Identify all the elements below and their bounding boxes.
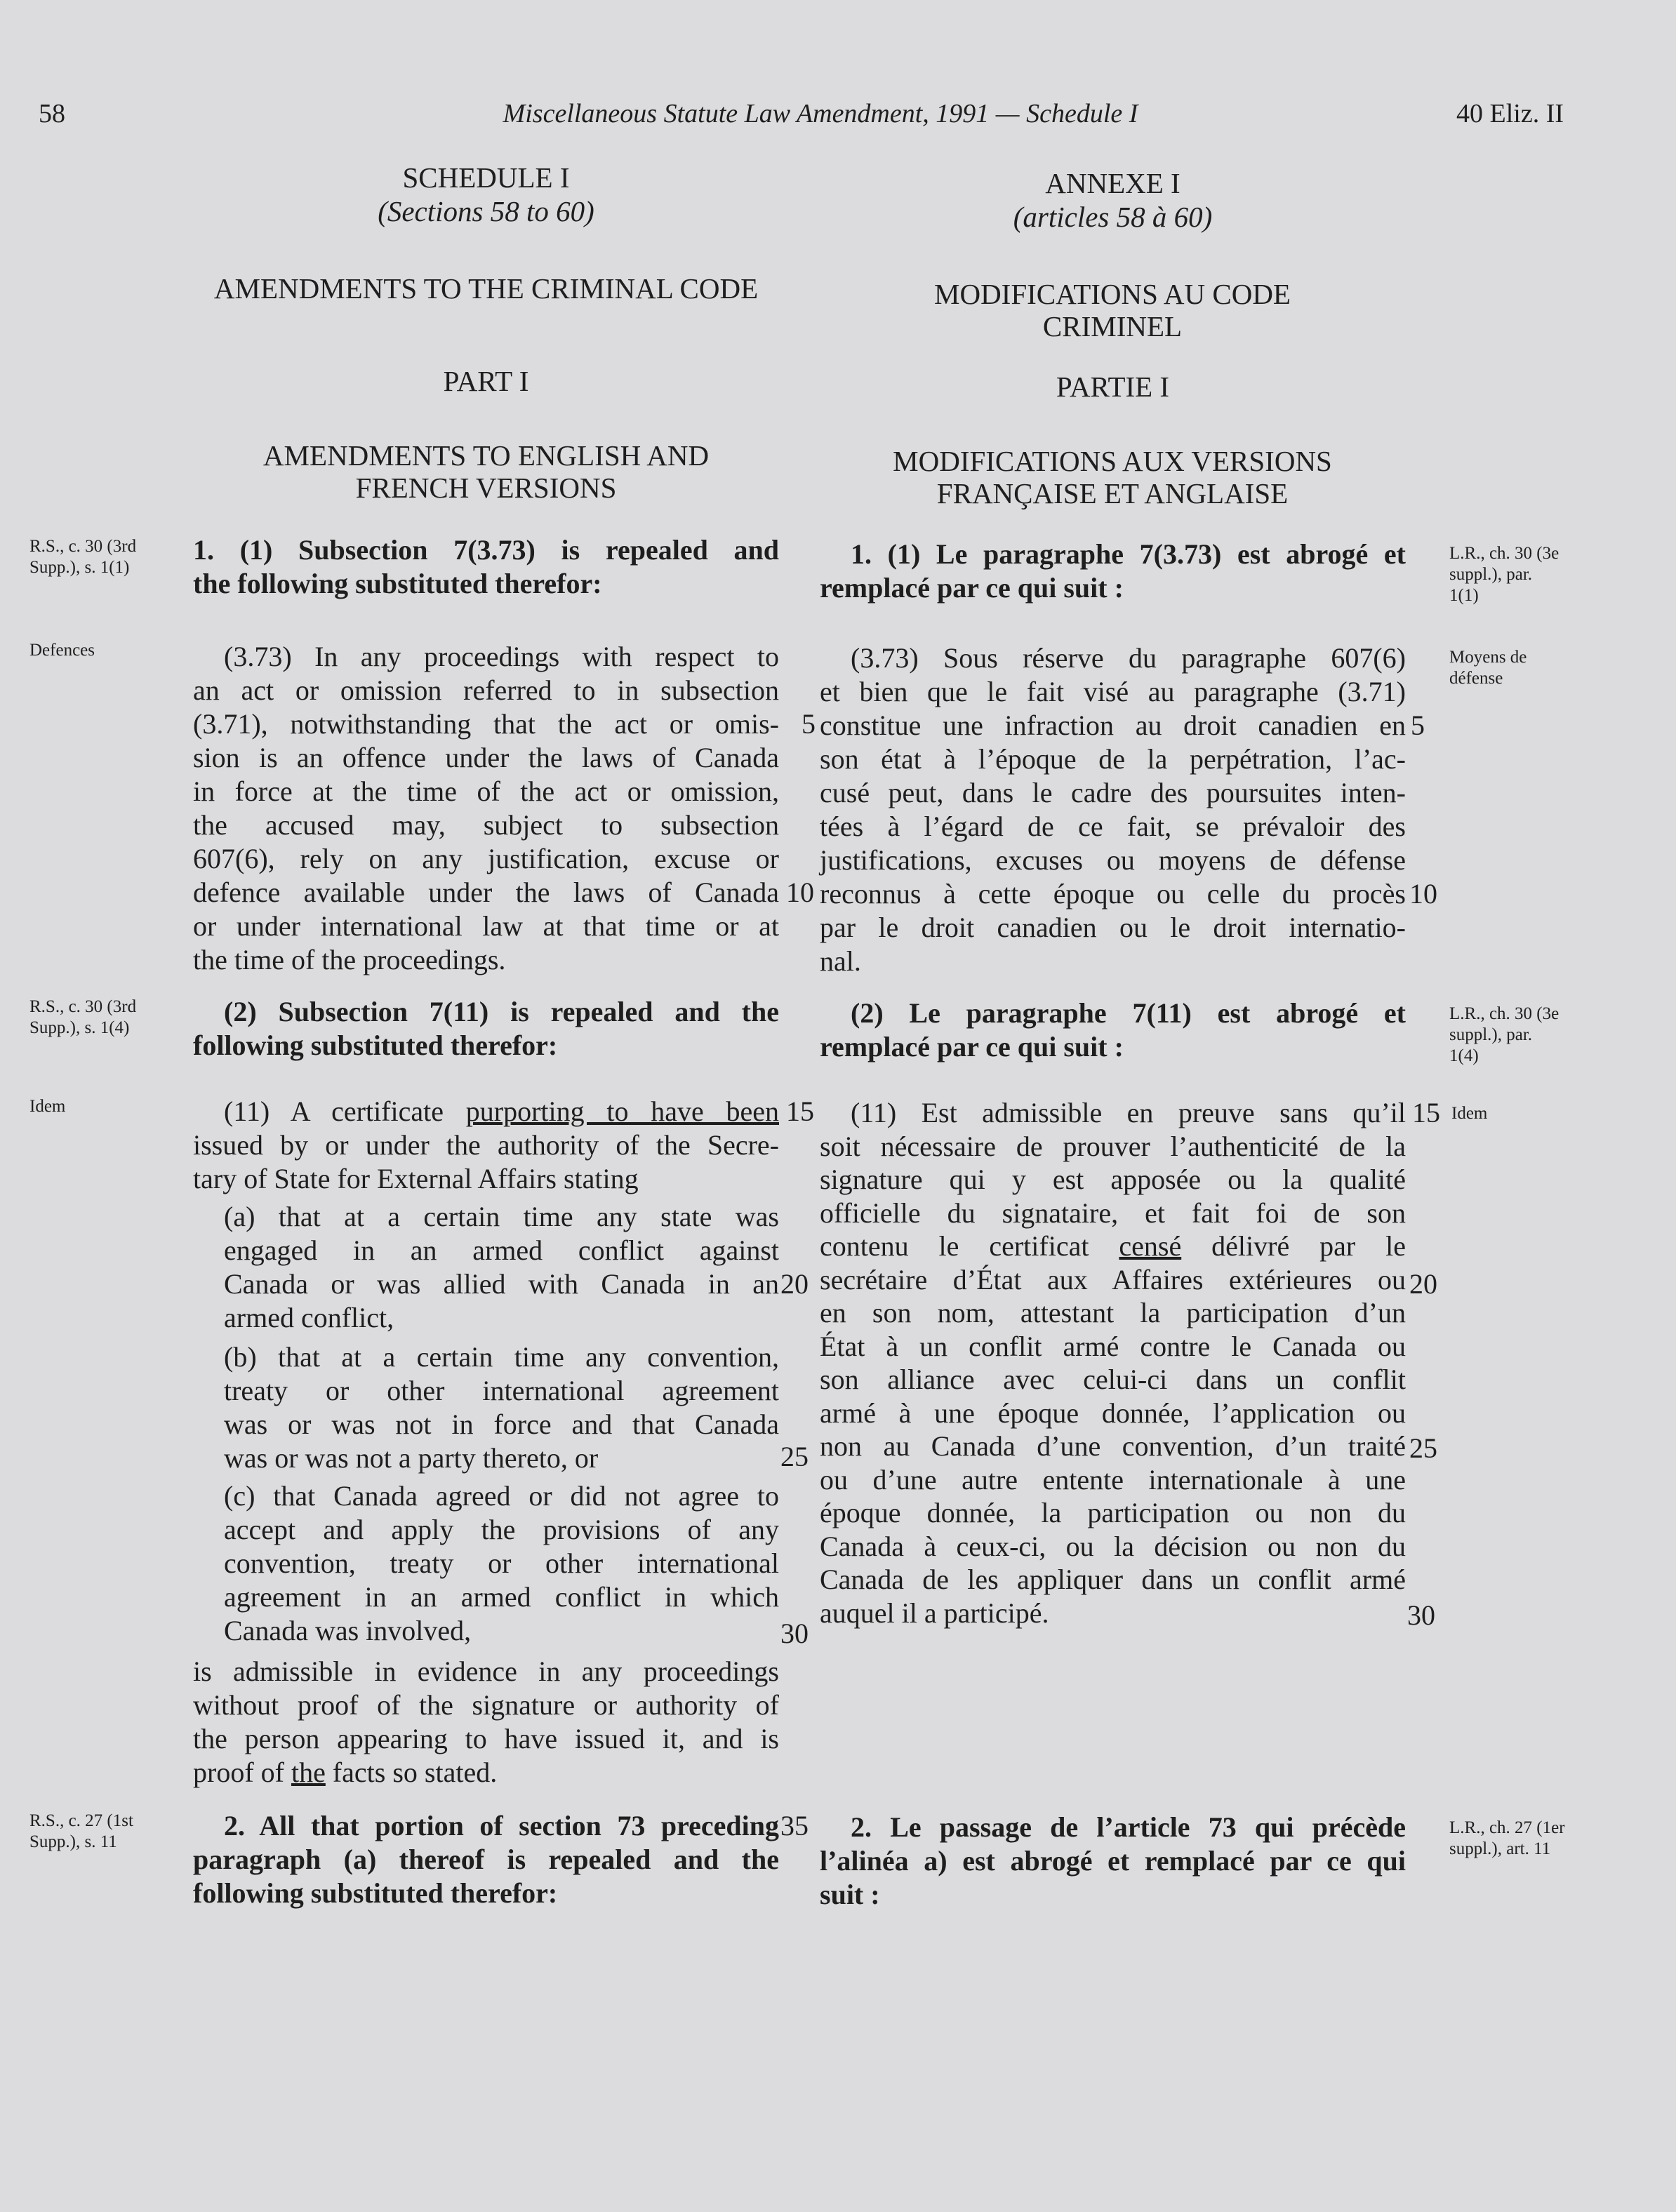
fr-amendments-heading: MODIFICATIONS AU CODE CRIMINEL: [934, 278, 1291, 342]
right-margin-note-5: L.R., ch. 27 (1er suppl.), art. 11: [1449, 1818, 1565, 1858]
line-number-center: 35: [780, 1810, 809, 1841]
en-clause-c: (c) that Canada agreed or did not agree to accept and apply the provisions of any convention, treaty or other international agreement in an armed conflict in which Canada was involved,: [224, 1480, 779, 1646]
fr-versions-heading: MODIFICATIONS AUX VERSIONS FRANÇAISE ET ANGLAISE: [893, 445, 1332, 509]
line-number-right: 25: [1409, 1432, 1437, 1464]
en-clause-b-line-2: treaty or other international agreement: [224, 1375, 779, 1406]
right-margin-note-3: L.R., ch. 30 (3e suppl.), par. 1(4): [1449, 1004, 1559, 1065]
line-number-right: 20: [1409, 1268, 1437, 1300]
en-clause-b: (b) that at a certain time any convention, treaty or other international agreement was or was not in force and that Canada was or was not a party thereto, or: [224, 1341, 779, 1474]
right-margin-note-1: L.R., ch. 30 (3e suppl.), par. 1(1): [1449, 544, 1559, 605]
fr-item-1-heading: 1. (1) Le paragraphe 7(3.73) est abrogé et remplacé par ce qui suit :: [820, 538, 1406, 604]
en-item-2-heading: (2) Subsection 7(11) is repealed and the following substituted therefor:: [193, 996, 779, 1061]
en-item-1-heading: 1. (1) Subsection 7(3.73) is repealed and the following substituted therefor:: [193, 534, 779, 599]
line-number-center: 10: [786, 877, 814, 908]
line-number-center: 30: [780, 1618, 809, 1649]
fr-subsection-3-73: (3.73) Sous réserve du paragraphe 607(6) et bien que le fait visé au paragraphe (3.71) constitue une infraction au droit canadien en son état à l’époque de la perpétration, l’ac- cusé peut, dans le cadre des poursuites inten- tées à l’égard de ce fait, se prévaloir des justifications, excuses ou moyens de défense reconnus à cette époque ou celle du procès par le droit canadien ou le droit internatio- nal.: [820, 642, 1406, 977]
line-number-right: 10: [1409, 878, 1437, 910]
en-subsection-11: (11) A certificate purporting to have been issued by or under the authority of the Secre- tary of State for External Affairs stating: [193, 1095, 779, 1194]
fr-schedule-sections: (articles 58 à 60): [1013, 201, 1213, 233]
en-versions-heading: AMENDMENTS TO ENGLISH AND FRENCH VERSIONS: [262, 439, 710, 504]
en-item-3-heading: 2. All that portion of section 73 preceding paragraph (a) thereof is repealed and the following substituted therefor:: [193, 1810, 779, 1909]
en-subsection-3-73: (3.73) In any proceedings with respect to an act or omission referred to in subsection (3.71), notwithstanding that the act or omis- sion is an offence under the laws of Canada in force at the time of the act or omission, the accused may, subject to subsection 607(6), rely on any justification, excuse or defence available under the laws of Canada or under international law at that time or at the time of the proceedings.: [193, 641, 779, 975]
line-number-right: 15: [1412, 1097, 1440, 1128]
en-part-heading: PART I: [443, 365, 529, 397]
right-margin-note-2: Moyens de défense: [1449, 648, 1527, 688]
right-margin-note-4: Idem: [1451, 1104, 1488, 1123]
running-title: Miscellaneous Statute Law Amendment, 1991 — Schedule I: [503, 99, 1138, 128]
line-number-right: 30: [1407, 1599, 1435, 1631]
line-number-center: 15: [786, 1095, 814, 1127]
line-number-center: 5: [802, 708, 816, 740]
en-amendments-heading: AMENDMENTS TO THE CRIMINAL CODE: [213, 272, 759, 305]
fr-subsection-11: (11) Est admissible en preuve sans qu’il soit nécessaire de prouver l’authenticité de la signature qui y est apposée ou la qualité officielle du signataire, et fait foi de son contenu le certificat censé délivré par le secrétaire d’État aux Affaires extérieures ou en son nom, attestant la participation d’un État à un conflit armé contre le Canada ou son alliance avec celui-ci dans un conflit armé à une époque donnée, l’application ou non au Canada d’une convention, d’un traité ou d’une autre entente internationale à une époque donnée, la participation ou non du Canada à ceux-ci, ou la décision ou non du Canada de les appliquer dans un conflit armé auquel il a participé.: [820, 1097, 1406, 1629]
line-number-center: 25: [780, 1441, 809, 1472]
fr-schedule-title: ANNEXE I: [1045, 167, 1180, 199]
regnal-year: 40 Eliz. II: [1456, 99, 1564, 128]
left-margin-note-1: R.S., c. 30 (3rd Supp.), s. 1(1): [29, 537, 137, 577]
left-margin-note-4: Idem: [29, 1097, 66, 1116]
left-margin-note-3: R.S., c. 30 (3rd Supp.), s. 1(4): [29, 997, 137, 1037]
fr-item-3-heading: 2. Le passage de l’article 73 qui précède l’alinéa a) est abrogé et remplacé par ce qui suit :: [820, 1811, 1406, 1910]
en-closing-last-line: proof of the facts so stated.: [193, 1757, 498, 1788]
en-subsection-11-first-line: (11) A certificate purporting to have been: [224, 1095, 779, 1127]
fr-subsection-11-line-5: contenu le certificat censé délivré par le: [820, 1230, 1406, 1262]
en-schedule-sections: (Sections 58 to 60): [378, 195, 594, 227]
page-number: 58: [39, 99, 65, 128]
left-margin-note-2: Defences: [29, 641, 95, 660]
left-margin-note-5: R.S., c. 27 (1st Supp.), s. 11: [29, 1811, 133, 1851]
line-number-center: 20: [780, 1268, 809, 1300]
en-closing-words: is admissible in evidence in any proceedings without proof of the signature or authority of the person appearing to have issued it, and is proof of the facts so stated.: [193, 1655, 779, 1788]
fr-item-2-heading: (2) Le paragraphe 7(11) est abrogé et remplacé par ce qui suit :: [820, 997, 1406, 1062]
fr-part-heading: PARTIE I: [1056, 371, 1170, 403]
line-number-right: 5: [1411, 709, 1425, 741]
en-clause-a: (a) that at a certain time any state was engaged in an armed conflict against Canada or was allied with Canada in an armed conflict,: [224, 1201, 779, 1333]
en-schedule-title: SCHEDULE I: [402, 161, 570, 194]
